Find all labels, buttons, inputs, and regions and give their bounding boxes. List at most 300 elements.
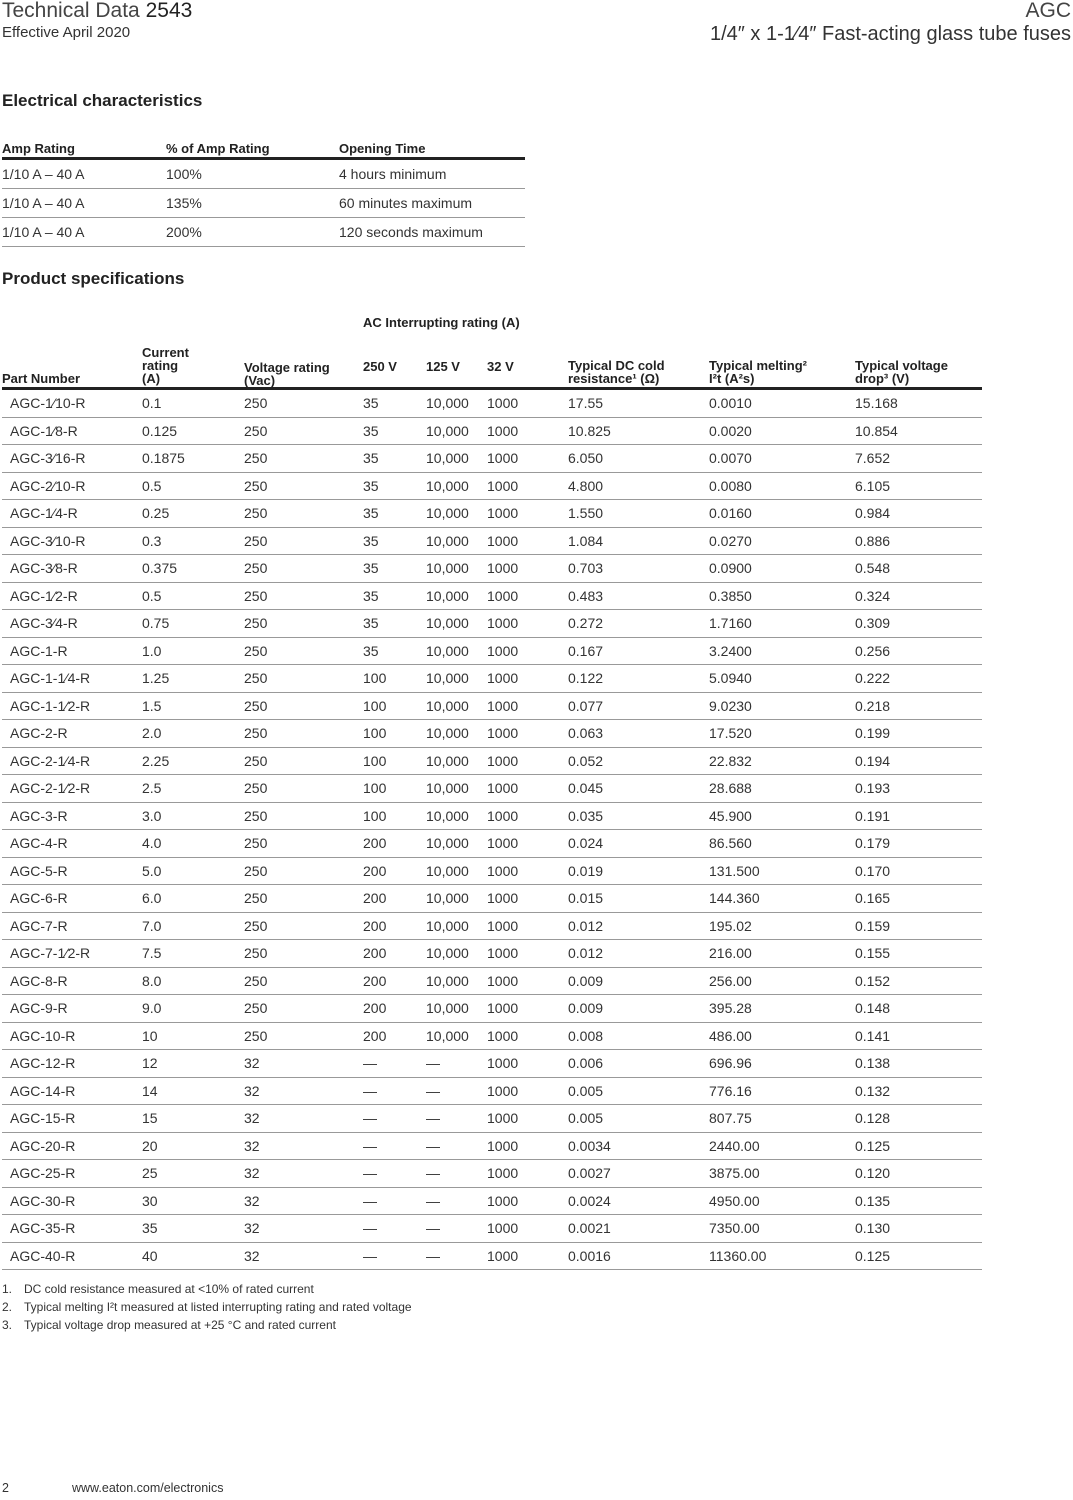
table-cell: 1000 — [487, 775, 568, 803]
table-cell: 32 — [244, 1215, 363, 1243]
table-row — [2, 912, 982, 940]
table-cell: 250 — [244, 692, 363, 720]
table-cell: 0.984 — [855, 500, 982, 528]
table-cell: 1000 — [487, 417, 568, 445]
table-cell: 15.168 — [855, 389, 982, 418]
table-cell: 32 — [244, 1187, 363, 1215]
part-number-cell: AGC-1⁄4-R — [2, 500, 142, 528]
part-number-cell: AGC-9-R — [2, 995, 142, 1023]
table-cell: 3.0 — [142, 802, 244, 830]
table-group-header-row — [2, 310, 982, 346]
table-row — [2, 527, 982, 555]
table-cell: 0.138 — [855, 1050, 982, 1078]
table-row — [2, 555, 982, 583]
table-cell: 0.194 — [855, 747, 982, 775]
table-cell: 250 — [244, 472, 363, 500]
table-cell: 1.25 — [142, 665, 244, 693]
table-cell: 40 — [142, 1242, 244, 1270]
table-cell: 1000 — [487, 637, 568, 665]
table-cell: 486.00 — [709, 1022, 855, 1050]
table-cell: 0.009 — [568, 967, 709, 995]
table-cell: 10,000 — [426, 940, 487, 968]
table-cell: 2.0 — [142, 720, 244, 748]
table-cell: 1000 — [487, 665, 568, 693]
part-number-cell: AGC-30-R — [2, 1187, 142, 1215]
part-number-cell: AGC-35-R — [2, 1215, 142, 1243]
table-cell: 1/10 A – 40 A — [2, 159, 166, 189]
table-cell: — — [363, 1242, 426, 1270]
table-cell: 0.005 — [568, 1077, 709, 1105]
column-header-32v: 32 V — [487, 346, 568, 389]
column-header-dc-resistance: Typical DC cold resistance¹ (Ω) — [568, 346, 709, 389]
table-cell: 1/10 A – 40 A — [2, 189, 166, 218]
table-cell: 1.7160 — [709, 610, 855, 638]
table-cell: 250 — [244, 582, 363, 610]
table-cell: 0.886 — [855, 527, 982, 555]
table-cell: 7.5 — [142, 940, 244, 968]
table-cell: 776.16 — [709, 1077, 855, 1105]
page-footer — [2, 1481, 223, 1495]
table-cell: 4950.00 — [709, 1187, 855, 1215]
table-cell: 1000 — [487, 1077, 568, 1105]
table-cell: 1000 — [487, 472, 568, 500]
table-row — [2, 692, 982, 720]
table-cell: — — [363, 1077, 426, 1105]
footnote-text: Typical voltage drop measured at +25 °C and rated current — [24, 1318, 336, 1332]
part-number-cell: AGC-10-R — [2, 1022, 142, 1050]
table-cell: 250 — [244, 967, 363, 995]
document-title — [2, 0, 192, 22]
table-cell: 35 — [363, 417, 426, 445]
table-cell: 100 — [363, 665, 426, 693]
table-cell: 0.052 — [568, 747, 709, 775]
table-row — [2, 1187, 982, 1215]
table-cell: 7.0 — [142, 912, 244, 940]
table-cell: 1000 — [487, 1050, 568, 1078]
table-row — [2, 1105, 982, 1133]
table-cell: 250 — [244, 389, 363, 418]
product-spec-table — [2, 310, 982, 1270]
table-cell: 1000 — [487, 1022, 568, 1050]
table-cell: — — [363, 1050, 426, 1078]
table-cell: 10,000 — [426, 747, 487, 775]
table-cell: 0.375 — [142, 555, 244, 583]
table-cell: 1000 — [487, 1242, 568, 1270]
table-cell: 9.0230 — [709, 692, 855, 720]
table-cell: 0.159 — [855, 912, 982, 940]
table-cell: 14 — [142, 1077, 244, 1105]
table-cell: 10,000 — [426, 555, 487, 583]
table-row — [2, 189, 525, 218]
table-cell: 250 — [244, 940, 363, 968]
table-row — [2, 159, 525, 189]
table-cell: — — [426, 1187, 487, 1215]
column-header: Opening Time — [339, 138, 525, 159]
table-cell: 17.55 — [568, 389, 709, 418]
column-header: Amp Rating — [2, 138, 166, 159]
product-description: 1/4″ x 1-1⁄4″ Fast-acting glass tube fuses — [709, 23, 1071, 45]
table-row — [2, 1022, 982, 1050]
column-header-part-number: Part Number — [2, 346, 142, 389]
table-cell: 0.130 — [855, 1215, 982, 1243]
part-number-cell: AGC-3⁄10-R — [2, 527, 142, 555]
table-cell: 200 — [363, 995, 426, 1023]
table-row — [2, 582, 982, 610]
table-cell: 250 — [244, 610, 363, 638]
header-right — [710, 0, 1071, 46]
table-cell: 35 — [363, 527, 426, 555]
table-cell: 10,000 — [426, 527, 487, 555]
table-row — [2, 830, 982, 858]
part-number-cell: AGC-1⁄2-R — [2, 582, 142, 610]
table-cell: 1000 — [487, 802, 568, 830]
footnote-text: DC cold resistance measured at <10% of rated current — [24, 1282, 314, 1296]
table-cell: 0.179 — [855, 830, 982, 858]
table-cell: 1000 — [487, 720, 568, 748]
table-cell: 0.045 — [568, 775, 709, 803]
effective-date: Effective April 2020 — [2, 24, 131, 41]
table-cell: 0.125 — [855, 1242, 982, 1270]
table-cell: 32 — [244, 1105, 363, 1133]
table-cell: 0.120 — [855, 1160, 982, 1188]
table-cell: — — [363, 1132, 426, 1160]
table-cell: 17.520 — [709, 720, 855, 748]
table-cell: 0.0070 — [709, 445, 855, 473]
part-number-cell: AGC-1-R — [2, 637, 142, 665]
table-cell: 0.1875 — [142, 445, 244, 473]
table-cell: 135% — [166, 189, 339, 218]
table-cell: 0.125 — [855, 1132, 982, 1160]
table-cell: 0.0010 — [709, 389, 855, 418]
table-row — [2, 472, 982, 500]
footnote-number: 2. — [2, 1300, 13, 1314]
table-cell: 10,000 — [426, 967, 487, 995]
table-cell: 35 — [363, 445, 426, 473]
table-cell: 200 — [363, 830, 426, 858]
table-cell: 100 — [363, 802, 426, 830]
table-cell: 200 — [363, 940, 426, 968]
table-cell: 0.1 — [142, 389, 244, 418]
footer-url[interactable]: www.eaton.com/electronics — [72, 1481, 224, 1495]
table-cell: 1000 — [487, 500, 568, 528]
table-cell: 10,000 — [426, 692, 487, 720]
table-cell: 0.015 — [568, 885, 709, 913]
part-number-cell: AGC-4-R — [2, 830, 142, 858]
table-cell: — — [363, 1187, 426, 1215]
table-cell: 15 — [142, 1105, 244, 1133]
table-cell: 10 — [142, 1022, 244, 1050]
electrical-section-title: Electrical characteristics — [2, 91, 203, 110]
table-cell: 395.28 — [709, 995, 855, 1023]
table-cell: 696.96 — [709, 1050, 855, 1078]
table-cell: 10,000 — [426, 417, 487, 445]
table-cell: 10,000 — [426, 610, 487, 638]
table-cell: 250 — [244, 885, 363, 913]
table-cell: 250 — [244, 995, 363, 1023]
table-cell: 1.5 — [142, 692, 244, 720]
table-cell: 0.193 — [855, 775, 982, 803]
table-cell: 0.3850 — [709, 582, 855, 610]
table-row — [2, 665, 982, 693]
table-cell: 100 — [363, 747, 426, 775]
column-header-melting-i2t: Typical melting² I²t (A²s) — [709, 346, 855, 389]
table-row — [2, 747, 982, 775]
table-cell: 100% — [166, 159, 339, 189]
header-left — [2, 0, 192, 41]
table-cell: 0.0021 — [568, 1215, 709, 1243]
part-number-cell: AGC-2-1⁄2-R — [2, 775, 142, 803]
table-cell: 60 minutes maximum — [339, 189, 525, 218]
table-cell: 807.75 — [709, 1105, 855, 1133]
table-row — [2, 857, 982, 885]
table-cell: 0.135 — [855, 1187, 982, 1215]
table-cell: 28.688 — [709, 775, 855, 803]
table-cell: 0.008 — [568, 1022, 709, 1050]
table-cell: 200% — [166, 218, 339, 247]
table-cell: 0.256 — [855, 637, 982, 665]
part-number-cell: AGC-25-R — [2, 1160, 142, 1188]
table-cell: 0.0160 — [709, 500, 855, 528]
part-number-cell: AGC-15-R — [2, 1105, 142, 1133]
table-cell: 2.5 — [142, 775, 244, 803]
footnotes — [2, 1280, 412, 1334]
table-row — [2, 1050, 982, 1078]
table-row — [2, 720, 982, 748]
table-cell: 1000 — [487, 940, 568, 968]
table-cell: 250 — [244, 912, 363, 940]
table-cell: 250 — [244, 527, 363, 555]
table-cell: 1000 — [487, 885, 568, 913]
table-cell: 2.25 — [142, 747, 244, 775]
electrical-table — [2, 138, 525, 247]
table-cell: 1000 — [487, 1132, 568, 1160]
table-cell: 250 — [244, 417, 363, 445]
table-cell: 0.141 — [855, 1022, 982, 1050]
table-cell: 0.009 — [568, 995, 709, 1023]
table-cell: 0.222 — [855, 665, 982, 693]
table-cell: 195.02 — [709, 912, 855, 940]
table-cell: 0.155 — [855, 940, 982, 968]
table-cell: 0.309 — [855, 610, 982, 638]
table-cell: 0.012 — [568, 940, 709, 968]
part-number-cell: AGC-2-R — [2, 720, 142, 748]
column-header-current-rating: Current rating (A) — [142, 346, 244, 389]
table-cell: 1000 — [487, 692, 568, 720]
table-cell: 0.0020 — [709, 417, 855, 445]
table-row — [2, 885, 982, 913]
part-number-cell: AGC-1-1⁄2-R — [2, 692, 142, 720]
table-cell: 10,000 — [426, 472, 487, 500]
table-cell: 32 — [244, 1242, 363, 1270]
part-number-cell: AGC-1⁄8-R — [2, 417, 142, 445]
table-cell: 0.165 — [855, 885, 982, 913]
table-cell: 0.063 — [568, 720, 709, 748]
table-cell: 7350.00 — [709, 1215, 855, 1243]
table-cell: 22.832 — [709, 747, 855, 775]
table-row — [2, 417, 982, 445]
table-cell: 100 — [363, 775, 426, 803]
table-cell: 6.050 — [568, 445, 709, 473]
table-cell: 1000 — [487, 967, 568, 995]
table-cell: 0.128 — [855, 1105, 982, 1133]
table-cell: 250 — [244, 830, 363, 858]
part-number-cell: AGC-5-R — [2, 857, 142, 885]
table-cell: — — [426, 1242, 487, 1270]
table-cell: 0.024 — [568, 830, 709, 858]
table-cell: 32 — [244, 1077, 363, 1105]
table-cell: 0.122 — [568, 665, 709, 693]
table-cell: 0.191 — [855, 802, 982, 830]
table-cell: 0.0016 — [568, 1242, 709, 1270]
table-row — [2, 637, 982, 665]
table-cell: — — [363, 1160, 426, 1188]
table-cell: — — [426, 1160, 487, 1188]
part-number-cell: AGC-40-R — [2, 1242, 142, 1270]
footnote-number: 1. — [2, 1282, 13, 1296]
table-cell: 3.2400 — [709, 637, 855, 665]
table-cell: 3875.00 — [709, 1160, 855, 1188]
column-header-voltage-drop: Typical voltage drop³ (V) — [855, 346, 982, 389]
table-cell: 250 — [244, 445, 363, 473]
table-cell: 1000 — [487, 857, 568, 885]
table-cell: 35 — [142, 1215, 244, 1243]
part-number-cell: AGC-3⁄4-R — [2, 610, 142, 638]
table-cell: 12 — [142, 1050, 244, 1078]
table-cell: 256.00 — [709, 967, 855, 995]
table-cell: 0.132 — [855, 1077, 982, 1105]
table-row — [2, 775, 982, 803]
table-cell: 86.560 — [709, 830, 855, 858]
table-cell: 250 — [244, 720, 363, 748]
table-cell: 1.0 — [142, 637, 244, 665]
table-cell: 0.005 — [568, 1105, 709, 1133]
table-cell: 0.035 — [568, 802, 709, 830]
table-cell: 10,000 — [426, 830, 487, 858]
table-cell: 250 — [244, 665, 363, 693]
table-row — [2, 1077, 982, 1105]
interrupting-group-header: AC Interrupting rating (A) — [363, 315, 520, 330]
table-cell: 35 — [363, 389, 426, 418]
doc-type: Technical Data — [2, 0, 140, 22]
table-cell: 100 — [363, 692, 426, 720]
table-cell: 2440.00 — [709, 1132, 855, 1160]
table-cell: 0.324 — [855, 582, 982, 610]
table-cell: 1000 — [487, 445, 568, 473]
table-cell: 5.0940 — [709, 665, 855, 693]
column-header-125v: 125 V — [426, 346, 487, 389]
part-number-cell: AGC-7-1⁄2-R — [2, 940, 142, 968]
table-cell: 7.652 — [855, 445, 982, 473]
table-cell: 35 — [363, 637, 426, 665]
table-cell: 10,000 — [426, 885, 487, 913]
table-row — [2, 995, 982, 1023]
table-cell: 0.148 — [855, 995, 982, 1023]
table-cell: 10,000 — [426, 912, 487, 940]
table-cell: 1000 — [487, 1187, 568, 1215]
table-cell: 1000 — [487, 912, 568, 940]
table-cell: 1000 — [487, 995, 568, 1023]
table-cell: — — [363, 1215, 426, 1243]
table-row — [2, 389, 982, 418]
table-cell: 32 — [244, 1050, 363, 1078]
page-number: 2 — [2, 1481, 9, 1495]
table-cell: 10,000 — [426, 1022, 487, 1050]
table-cell: 0.548 — [855, 555, 982, 583]
table-cell: 250 — [244, 1022, 363, 1050]
table-cell: 10,000 — [426, 637, 487, 665]
table-cell: 10,000 — [426, 995, 487, 1023]
table-cell: 1000 — [487, 1105, 568, 1133]
table-cell: 32 — [244, 1160, 363, 1188]
table-row — [2, 940, 982, 968]
part-number-cell: AGC-1-1⁄4-R — [2, 665, 142, 693]
table-cell: 1000 — [487, 389, 568, 418]
table-cell: 10,000 — [426, 500, 487, 528]
table-cell: 10,000 — [426, 720, 487, 748]
table-cell: 10,000 — [426, 857, 487, 885]
footnote-number: 3. — [2, 1318, 13, 1332]
table-cell: 0.125 — [142, 417, 244, 445]
table-cell: 0.077 — [568, 692, 709, 720]
table-cell: 0.170 — [855, 857, 982, 885]
table-cell: 0.0024 — [568, 1187, 709, 1215]
column-header-voltage-rating: Voltage rating (Vac) — [244, 346, 363, 389]
part-number-cell: AGC-8-R — [2, 967, 142, 995]
table-row — [2, 802, 982, 830]
table-cell: 25 — [142, 1160, 244, 1188]
table-cell: 35 — [363, 555, 426, 583]
table-cell: 0.5 — [142, 472, 244, 500]
table-cell: 250 — [244, 637, 363, 665]
table-cell: 1.084 — [568, 527, 709, 555]
table-cell: 9.0 — [142, 995, 244, 1023]
doc-number: 2543 — [145, 0, 193, 22]
table-cell: 0.703 — [568, 555, 709, 583]
table-cell: 35 — [363, 582, 426, 610]
table-cell: 10,000 — [426, 389, 487, 418]
table-row — [2, 1160, 982, 1188]
table-row — [2, 1132, 982, 1160]
table-row — [2, 1242, 982, 1270]
table-cell: 0.0900 — [709, 555, 855, 583]
table-cell: 0.3 — [142, 527, 244, 555]
part-number-cell: AGC-2⁄10-R — [2, 472, 142, 500]
table-cell: 11360.00 — [709, 1242, 855, 1270]
table-cell: 200 — [363, 912, 426, 940]
column-header-250v: 250 V — [363, 346, 426, 389]
table-cell: 1/10 A – 40 A — [2, 218, 166, 247]
product-code: AGC — [1025, 0, 1071, 22]
table-cell: — — [426, 1132, 487, 1160]
table-cell: 1000 — [487, 830, 568, 858]
table-cell: 30 — [142, 1187, 244, 1215]
table-cell: 10.854 — [855, 417, 982, 445]
part-number-cell: AGC-14-R — [2, 1077, 142, 1105]
table-cell: 0.012 — [568, 912, 709, 940]
part-number-cell: AGC-3-R — [2, 802, 142, 830]
table-cell: 250 — [244, 775, 363, 803]
part-number-cell: AGC-7-R — [2, 912, 142, 940]
table-cell: 1000 — [487, 527, 568, 555]
table-cell: 5.0 — [142, 857, 244, 885]
table-cell: — — [426, 1077, 487, 1105]
table-cell: 0.0034 — [568, 1132, 709, 1160]
table-cell: 120 seconds maximum — [339, 218, 525, 247]
table-row — [2, 610, 982, 638]
table-cell: 32 — [244, 1132, 363, 1160]
table-cell: 0.006 — [568, 1050, 709, 1078]
table-cell: 1000 — [487, 747, 568, 775]
